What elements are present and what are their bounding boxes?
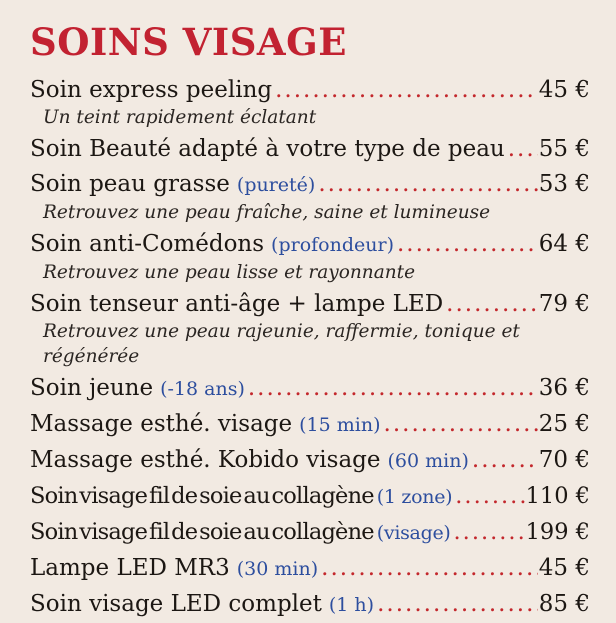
item-name: Soin anti-Comédons	[30, 230, 265, 257]
menu-item-row	[30, 167, 590, 203]
menu-item-row	[30, 132, 590, 167]
item-price: 45 €	[538, 76, 590, 103]
item-name: Massage esthé. visage	[30, 410, 293, 437]
item-price: 55 €	[538, 135, 590, 162]
dotted-leader	[318, 167, 537, 202]
item-price: 199 €	[525, 518, 590, 545]
item-option: (-18 ans)	[160, 377, 245, 400]
menu-item-row	[30, 587, 590, 623]
menu-item-row	[30, 73, 590, 108]
menu-item-row	[30, 287, 590, 322]
dotted-leader	[321, 551, 538, 586]
item-description: Retrouvez une peau fraîche, saine et lumineuse	[43, 201, 491, 223]
item-description: Un teint rapidement éclatant	[43, 106, 317, 128]
item-name: Soin visage fil de soie au collagène	[30, 482, 374, 509]
dotted-leader	[384, 407, 538, 442]
item-option: (30 min)	[236, 557, 319, 580]
item-name: Massage esthé. Kobido visage	[30, 446, 381, 473]
item-name: Soin visage LED complet	[30, 590, 322, 617]
section-title: SOINS VISAGE	[30, 20, 347, 64]
item-name: Soin peau grasse	[30, 170, 230, 197]
item-price: 36 €	[538, 374, 590, 401]
item-option: (1 zone)	[376, 485, 453, 508]
item-name: Soin jeune	[30, 374, 154, 401]
item-price: 53 €	[538, 170, 590, 197]
item-option: (15 min)	[299, 413, 381, 436]
menu-item-row	[30, 371, 590, 407]
item-description: Retrouvez une peau lisse et rayonnante	[43, 261, 416, 283]
menu-item-row	[30, 551, 590, 587]
dotted-leader	[455, 479, 524, 514]
item-price: 85 €	[538, 590, 590, 617]
menu-item-row	[30, 443, 590, 479]
item-option: (pureté)	[236, 173, 316, 196]
item-description: Retrouvez une peau rajeunie, raffermie, tonique et régénérée	[43, 320, 520, 367]
item-name: Soin tenseur anti-âge + lampe LED	[30, 290, 444, 317]
item-name: Soin Beauté adapté à votre type de peau	[30, 135, 505, 162]
item-name: Soin express peeling	[30, 76, 273, 103]
item-name: Lampe LED MR3	[30, 554, 230, 581]
menu-item-row	[30, 227, 590, 263]
menu-item-row	[30, 407, 590, 443]
item-option: (60 min)	[387, 449, 469, 472]
item-price: 70 €	[538, 446, 590, 473]
dotted-leader	[454, 515, 525, 550]
item-price: 45 €	[538, 554, 590, 581]
dotted-leader	[508, 132, 538, 167]
dotted-leader	[275, 73, 538, 108]
dotted-leader	[446, 287, 538, 322]
item-price: 64 €	[538, 230, 590, 257]
item-price: 79 €	[538, 290, 590, 317]
menu-item-row	[30, 479, 590, 515]
item-option: (1 h)	[328, 593, 375, 616]
dotted-leader	[397, 227, 538, 262]
menu-item-row	[30, 515, 590, 551]
item-name: Soin visage fil de soie au collagène	[30, 518, 374, 545]
item-option: (profondeur)	[271, 233, 394, 256]
item-price: 110 €	[525, 482, 590, 509]
item-price: 25 €	[538, 410, 590, 437]
dotted-leader	[248, 371, 538, 406]
item-option: (visage)	[376, 521, 451, 544]
dotted-leader	[377, 587, 538, 622]
dotted-leader	[472, 443, 538, 478]
